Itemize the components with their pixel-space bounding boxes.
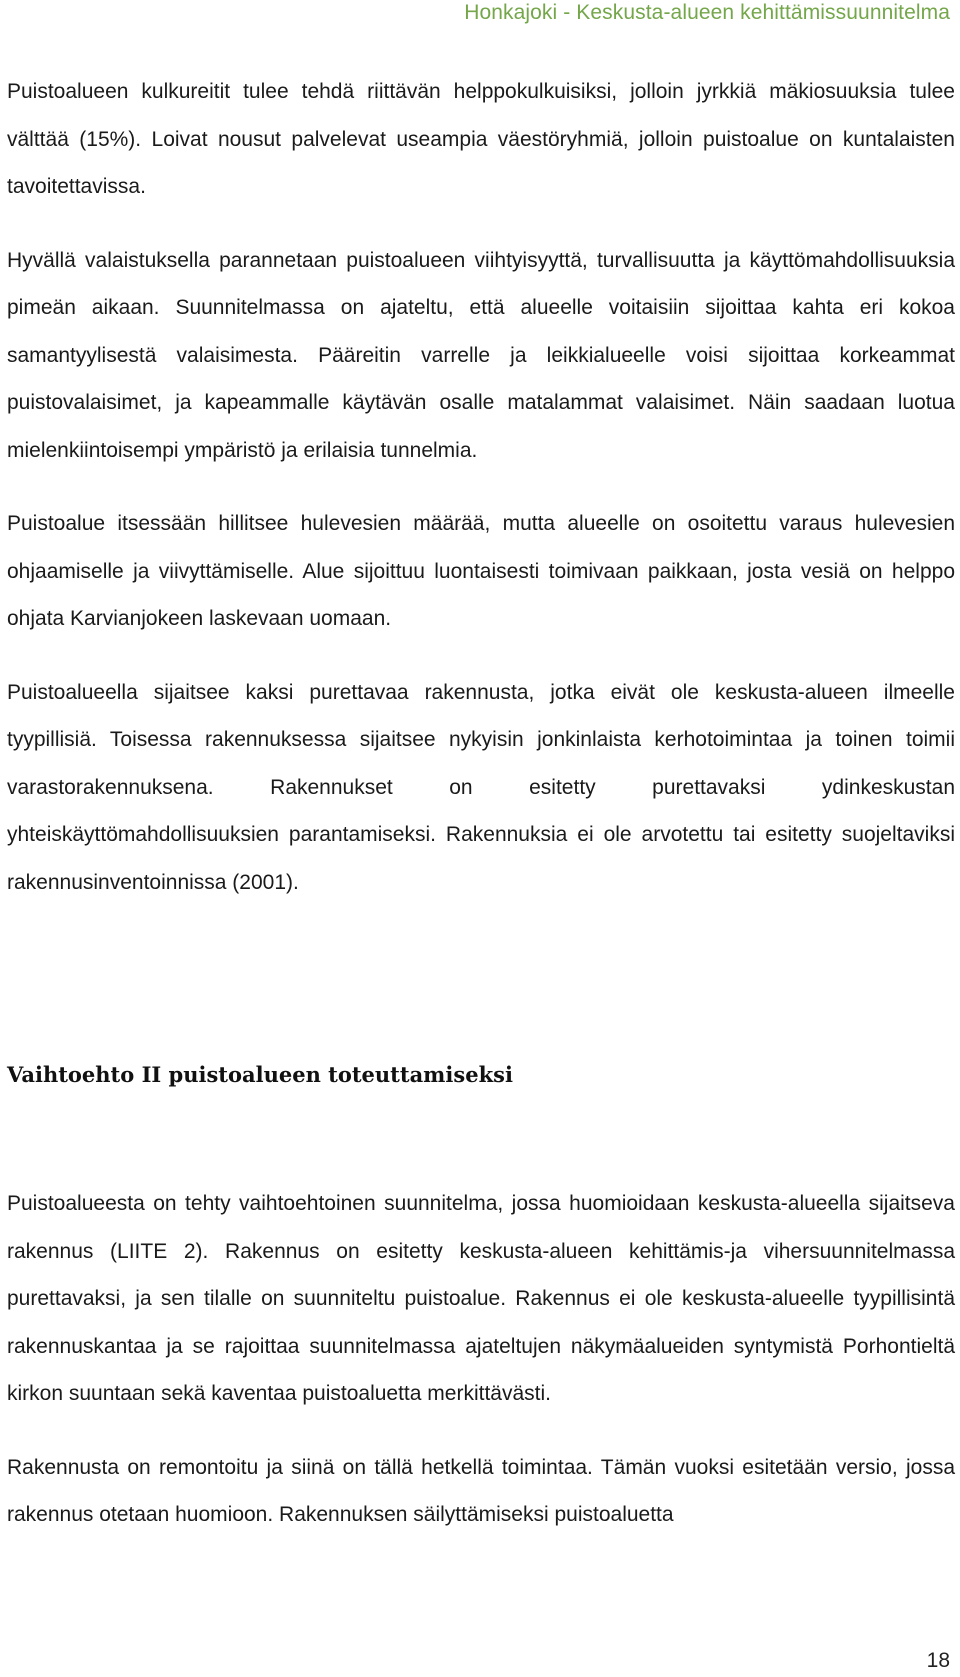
paragraph-rakennukset: Puistoalueella sijaitsee kaksi purettavaa rakennusta, jotka eivät ole keskusta-alueen ilmeelle tyypillisiä. Toisessa rakennuksessa sijaitsee nykyisin jonkinlaista kerhotoimintaa ja toinen toimii varastorakennuksena. Rakennukset on esitetty purettavaksi ydinkeskustan yhteiskäyttömahdollisuuksien parantamiseksi. Rakennuksia ei ole arvotettu tai esitetty suojeltaviksi rakennusinventoinnissa (2001).: [7, 680, 955, 894]
paragraph-valaistus: Hyvällä valaistuksella parannetaan puistoalueen viihtyisyyttä, turvallisuutta ja käyttömahdollisuuksia pimeän aikaan. Suunnitelmassa on ajateltu, että alueelle voitaisiin sijoittaa kahta eri kokoa samantyylisestä valaisimesta. Pääreitin varrelle ja leikkialueelle voisi sijoittaa korkeammat puistovalaisimet, ja kapeammalle käytävän osalle matalammat valaisimet. Näin saadaan luotua mielenkiintoisempi ympäristö ja erilaisia tunnelmia.: [7, 248, 955, 462]
section-heading: Vaihtoehto II puistoalueen toteuttamiseksi: [7, 1062, 513, 1087]
running-header: Honkajoki - Keskusta-alueen kehittämissuunnitelma: [464, 1, 950, 24]
body-text-top: [7, 68, 955, 932]
body-text-bottom: [7, 1180, 955, 1565]
paragraph-hulevedet: Puistoalue itsessään hillitsee hulevesien määrää, mutta alueelle on osoitettu varaus hulevesien ohjaamiselle ja viivyttämiselle. Alue sijoittuu luontaisesti toimivaan paikkaan, josta vesiä on helppo ohjata Karvianjokeen laskevaan uomaan.: [7, 512, 955, 630]
page-number: 18: [926, 1649, 950, 1672]
paragraph-remontoitu: Rakennusta on remontoitu ja siinä on tällä hetkellä toimintaa. Tämän vuoksi esitetään versio, jossa rakennus otetaan huomioon. Rakennuksen säilyttämiseksi puistoaluetta: [7, 1455, 955, 1526]
paragraph-kulkureitit: Puistoalueen kulkureitit tulee tehdä riittävän helppokulkuisiksi, jolloin jyrkkiä mäkiosuuksia tulee välttää (15%). Loivat nousut palvelevat useampia väestöryhmiä, jolloin puistoalue on kuntalaisten tavoitettavissa.: [7, 80, 955, 198]
paragraph-vaihtoehtoinen-suunnitelma: Puistoalueesta on tehty vaihtoehtoinen suunnitelma, jossa huomioidaan keskusta-alueella sijaitseva rakennus (LIITE 2). Rakennus on esitetty keskusta-alueen kehittämis-ja vihersuunnitelmassa purettavaksi, ja sen tilalle on suunniteltu puistoalue. Rakennus ei ole keskusta-alueelle tyypillisintä rakennuskantaa ja se rajoittaa suunnitelmassa ajateltujen näkymäalueiden syntymistä Porhontieltä kirkon suuntaan sekä kaventaa puistoaluetta merkittävästi.: [7, 1192, 955, 1405]
